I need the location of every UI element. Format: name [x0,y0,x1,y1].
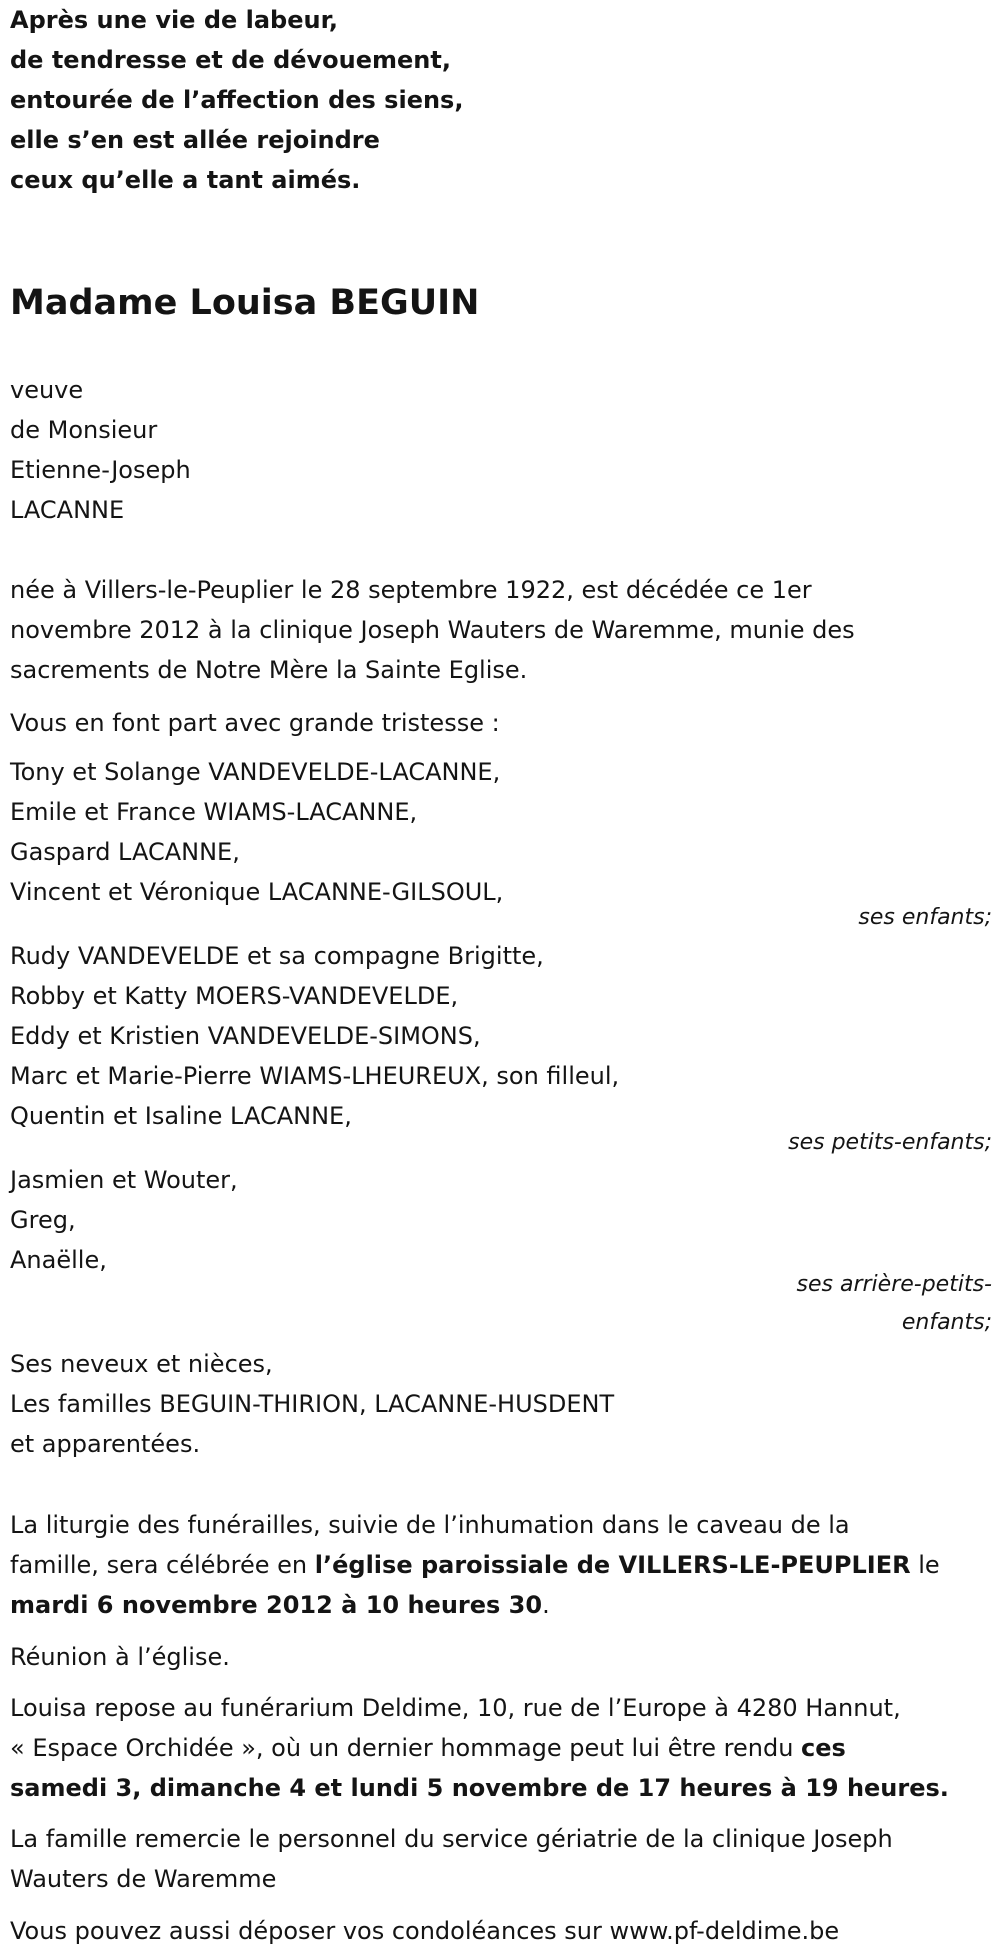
great-grandchildren-name: Anaëlle, [10,1246,107,1274]
spouse-line: LACANNE [10,496,125,524]
liturgy-text: le [910,1551,940,1579]
others-line: Ses neveux et nièces, [10,1350,273,1378]
intro-line: ceux qu’elle a tant aimés. [10,166,361,194]
intro-line: Après une vie de labeur, [10,6,339,34]
grandchildren-name: Marc et Marie-Pierre WIAMS-LHEUREUX, son filleul, [10,1062,620,1090]
great-grandchildren-name: Greg, [10,1206,76,1234]
children-role: ses enfants; [858,905,992,930]
birth-line: novembre 2012 à la clinique Joseph Wauters de Waremme, munie des [10,616,855,644]
reunion-line: Réunion à l’église. [10,1643,230,1671]
grandchildren-name: Rudy VANDEVELDE et sa compagne Brigitte, [10,942,544,970]
spouse-line: veuve [10,376,84,404]
grandchildren-role: ses petits-enfants; [788,1130,992,1155]
visitation-bold: ces [801,1734,846,1762]
liturgy-line [10,1545,940,1585]
spouse-line: Etienne-Joseph [10,456,191,484]
announce-line: Vous en font part avec grande tristesse : [10,709,500,737]
intro-line: entourée de l’affection des siens, [10,86,464,114]
others-line: Les familles BEGUIN-THIRION, LACANNE-HUSDENT [10,1390,615,1418]
visitation-line: Louisa repose au funérarium Deldime, 10, rue de l’Europe à 4280 Hannut, [10,1694,901,1722]
children-name: Vincent et Véronique LACANNE-GILSOUL, [10,878,504,906]
great-grandchildren-role: ses arrière-petits- [796,1272,992,1297]
thanks-line: Wauters de Waremme [10,1865,277,1893]
great-grandchildren-name: Jasmien et Wouter, [10,1166,238,1194]
visitation-line [10,1768,949,1808]
condolences-line: Vous pouvez aussi déposer vos condoléances sur www.pf-deldime.be [10,1917,840,1945]
church-name: l’église paroissiale de VILLERS-LE-PEUPLIER [314,1551,911,1579]
liturgy-text: . [542,1591,550,1619]
visitation-line [10,1728,846,1768]
birth-line: née à Villers-le-Peuplier le 28 septembre 1922, est décédée ce 1er [10,576,812,604]
liturgy-line: La liturgie des funérailles, suivie de l’inhumation dans le caveau de la [10,1511,850,1539]
grandchildren-name: Eddy et Kristien VANDEVELDE-SIMONS, [10,1022,481,1050]
great-grandchildren-role: enfants; [901,1310,992,1335]
children-name: Tony et Solange VANDEVELDE-LACANNE, [10,758,501,786]
visitation-text: « Espace Orchidée », où un dernier hommage peut lui être rendu [10,1734,802,1762]
children-name: Gaspard LACANNE, [10,838,240,866]
funeral-datetime: mardi 6 novembre 2012 à 10 heures 30 [10,1591,543,1619]
birth-line: sacrements de Notre Mère la Sainte Eglise. [10,656,528,684]
grandchildren-name: Quentin et Isaline LACANNE, [10,1102,352,1130]
spouse-line: de Monsieur [10,416,158,444]
children-name: Emile et France WIAMS-LACANNE, [10,798,418,826]
liturgy-line [10,1585,550,1625]
grandchildren-name: Robby et Katty MOERS-VANDEVELDE, [10,982,459,1010]
visitation-dates: samedi 3, dimanche 4 et lundi 5 novembre de 17 heures à 19 heures. [10,1774,949,1802]
deceased-name: Madame Louisa BEGUIN [10,283,480,323]
intro-line: elle s’en est allée rejoindre [10,126,380,154]
liturgy-text: famille, sera célébrée en [10,1551,315,1579]
others-line: et apparentées. [10,1430,201,1458]
thanks-line: La famille remercie le personnel du service gériatrie de la clinique Joseph [10,1825,893,1853]
intro-line: de tendresse et de dévouement, [10,46,451,74]
